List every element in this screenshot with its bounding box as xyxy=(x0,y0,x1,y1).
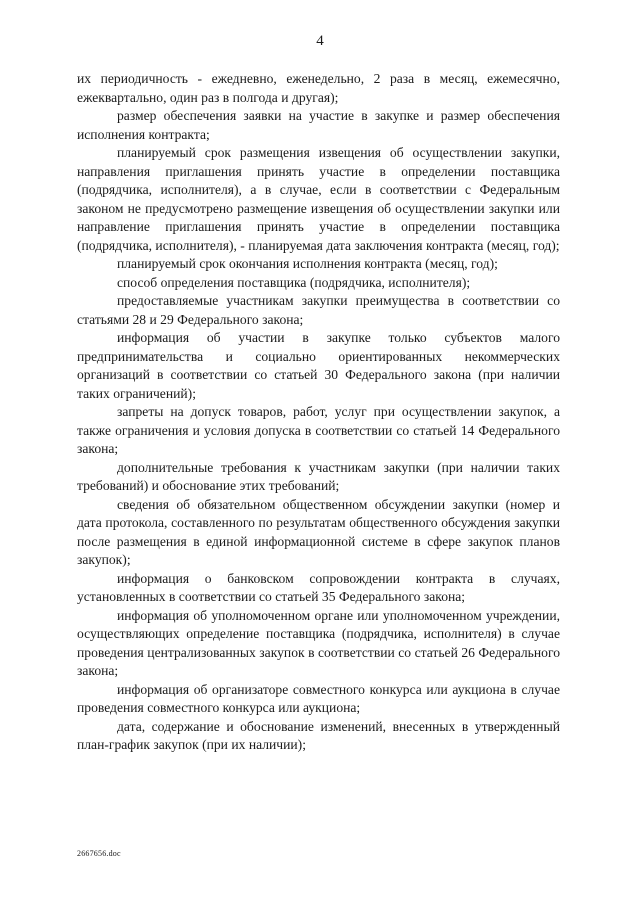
paragraph: дополнительные требования к участникам закупки (при наличии таких требований) и обоснование этих требований; xyxy=(77,459,560,493)
paragraph: информация о банковском сопровождении контракта в случаях, установленных в соответствии со статьей 35 Федерального закона; xyxy=(77,570,560,604)
document-file-code: 2667656.doc xyxy=(77,849,121,858)
paragraph: их периодичность - ежедневно, еженедельно, 2 раза в месяц, ежемесячно, ежеквартально, один раз в полгода и другая); xyxy=(77,71,560,105)
paragraph: сведения об обязательном общественном обсуждении закупки (номер и дата протокола, составленного по результатам общественного обсуждения закупки после размещения в единой информационной системе в сфере закупок планов закупок); xyxy=(77,496,560,567)
paragraph: планируемый срок окончания исполнения контракта (месяц, год); xyxy=(117,256,498,271)
paragraph: информация об уполномоченном органе или уполномоченном учреждении, осуществляющих определение поставщика (подрядчика, исполнителя) в случае проведения централизованных закупок в соответствии со статьей 26 Федерального закона; xyxy=(77,607,560,678)
body-text xyxy=(77,70,560,755)
paragraph: информация об организаторе совместного конкурса или аукциона в случае проведения совместного конкурса или аукциона; xyxy=(77,681,560,715)
paragraph: информация об участии в закупке только субъектов малого предпринимательства и социально ориентированных некоммерческих организаций в соответствии со статьей 30 Федерального закона (при наличии таких ограничений); xyxy=(77,330,560,401)
paragraph: запреты на допуск товаров, работ, услуг при осуществлении закупок, а также ограничения и условия допуска в соответствии со статьей 14 Федерального закона; xyxy=(77,404,560,456)
paragraph: дата, содержание и обоснование изменений, внесенных в утвержденный план-график закупок (при их наличии); xyxy=(77,718,560,752)
paragraph: способ определения поставщика (подрядчика, исполнителя); xyxy=(117,274,471,290)
page-number: 4 xyxy=(316,33,324,49)
paragraph: предоставляемые участникам закупки преимущества в соответствии со статьями 28 и 29 Федерального закона; xyxy=(77,293,560,327)
paragraph: размер обеспечения заявки на участие в закупке и размер обеспечения исполнения контракта; xyxy=(77,108,560,142)
paragraph: планируемый срок размещения извещения об осуществлении закупки, направления приглашения принять участие в определении поставщика (подрядчика, исполнителя), а в случае, если в соответствии с Федеральным законом не предусмотрено размещение извещения об осуществлении закупки или направление приглашения принять участие в определении поставщика (подрядчика, исполнителя), - планируемая дата заключения контракта (месяц, год); xyxy=(77,145,560,253)
